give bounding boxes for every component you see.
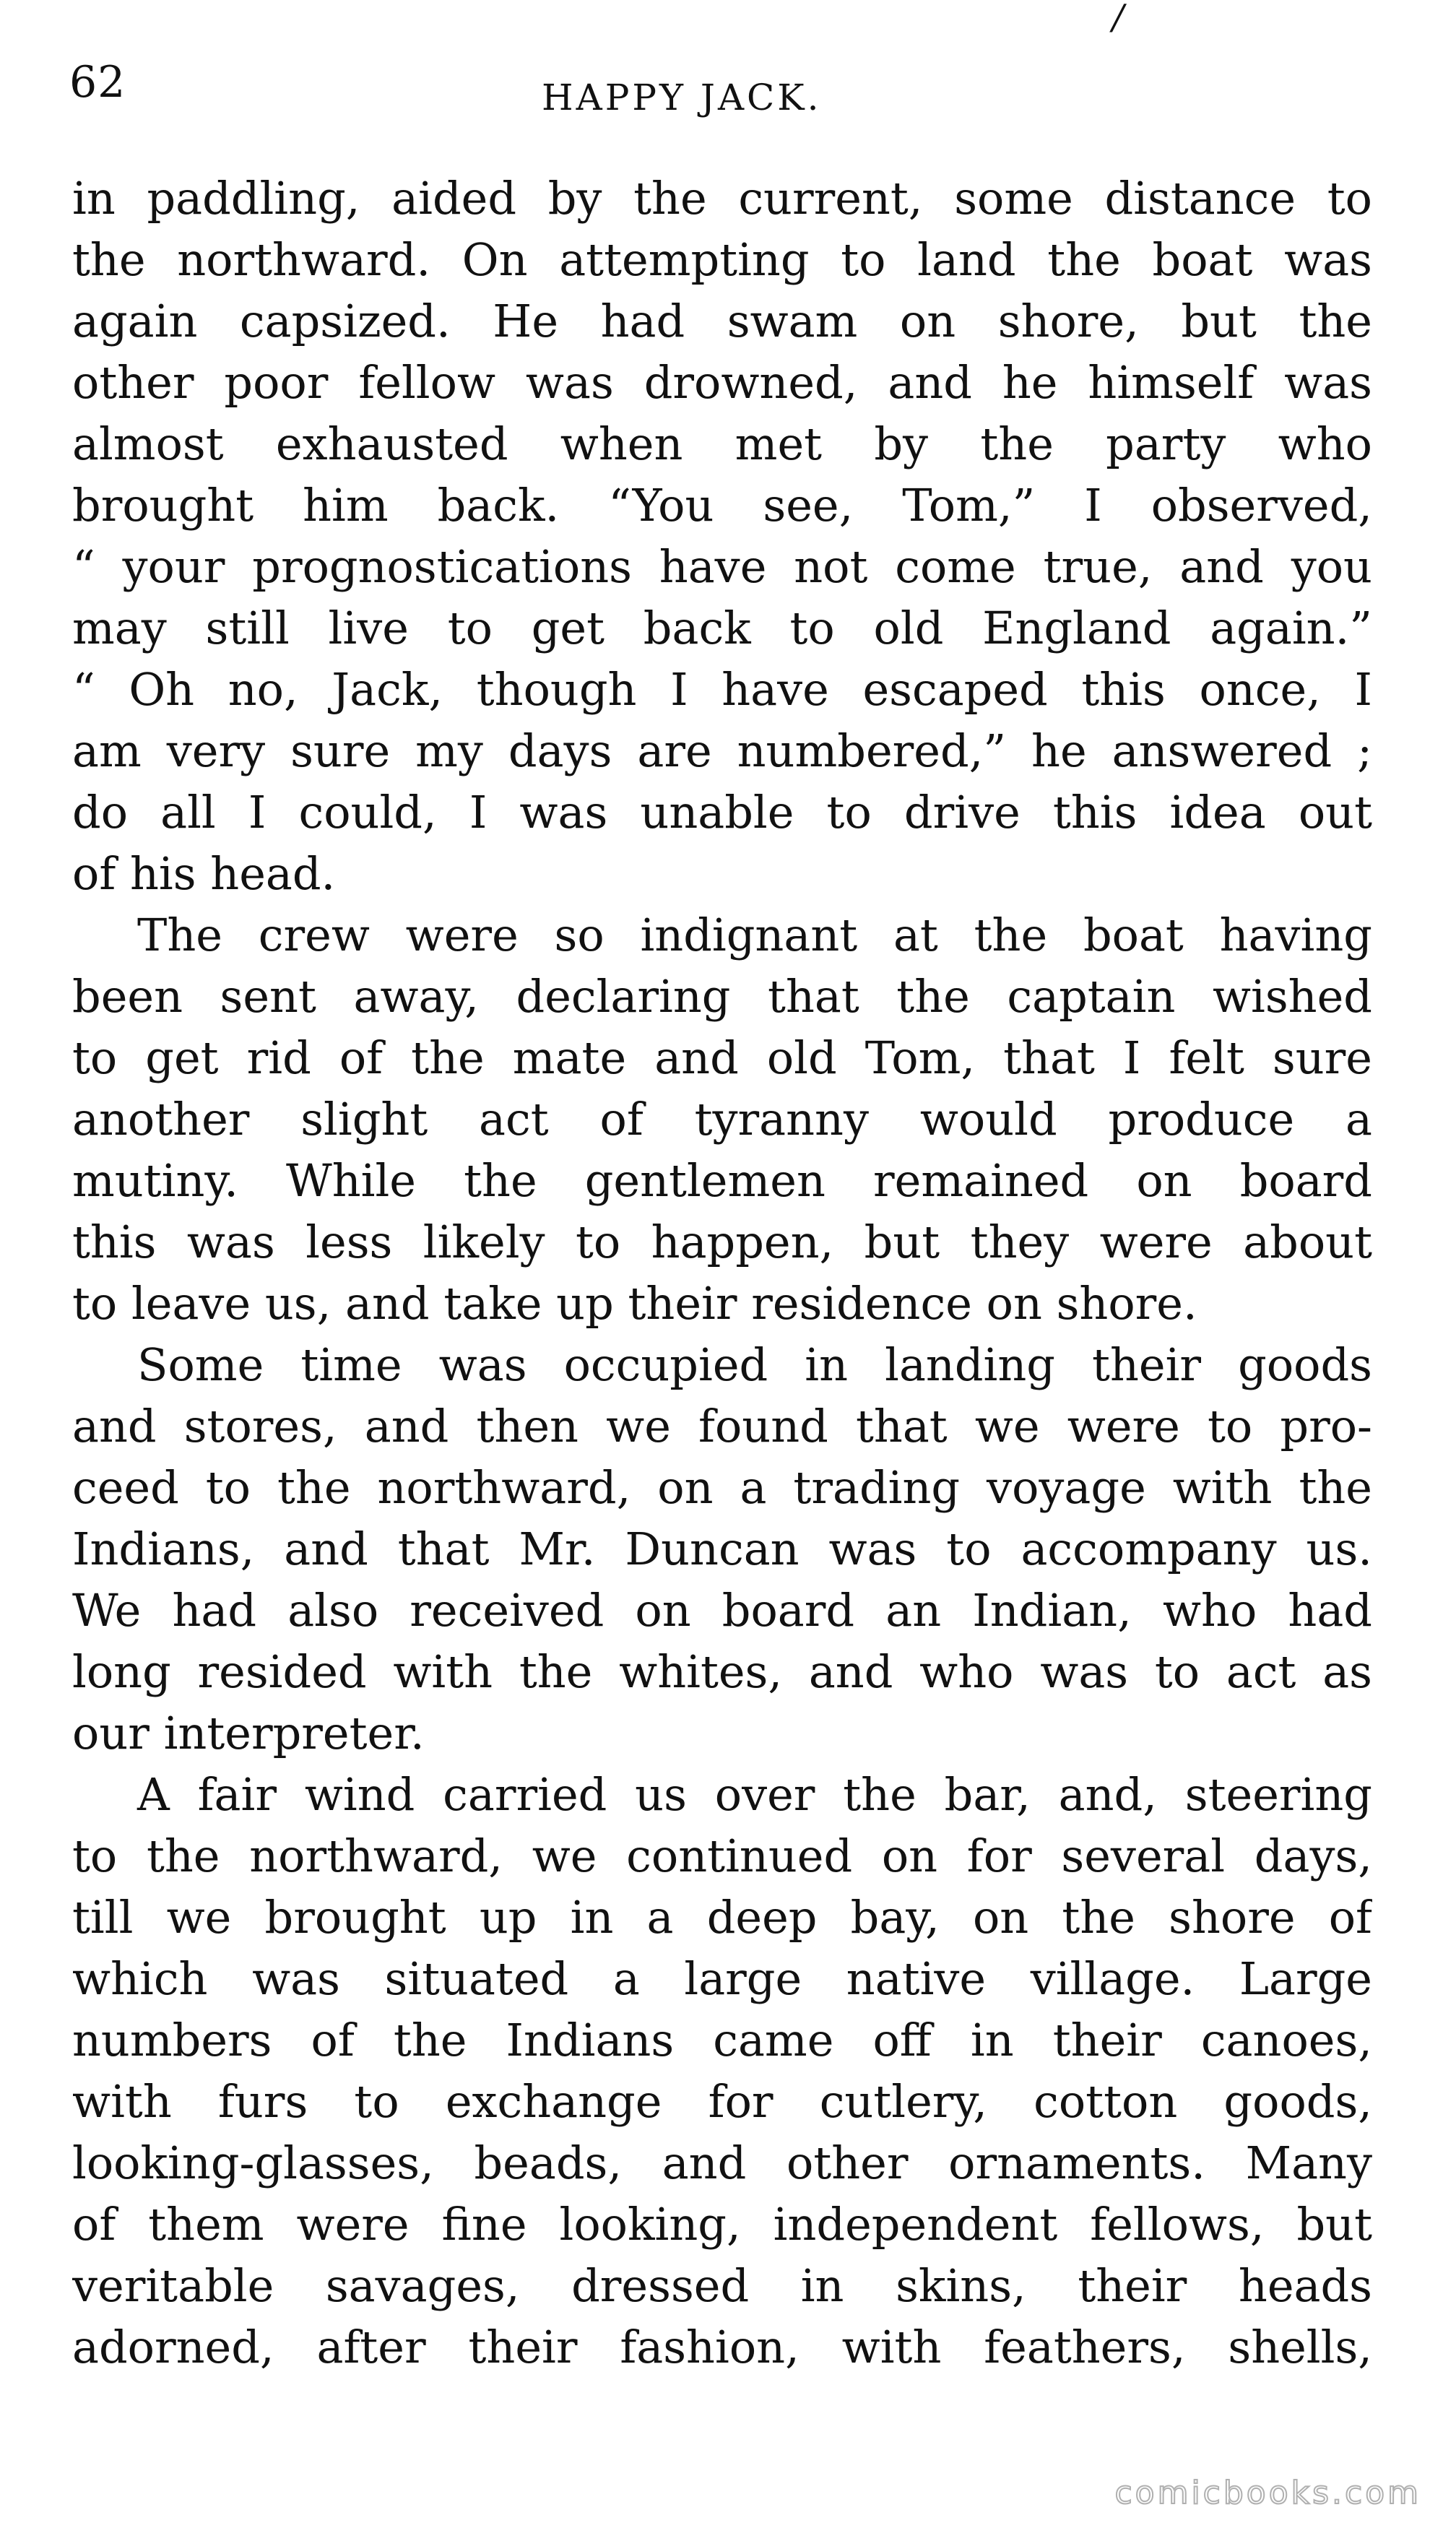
text-line: till we brought up in a deep bay, on the shore of: [72, 1891, 1372, 1944]
text-line: mutiny. While the gentlemen remained on board: [72, 1154, 1372, 1207]
text-line: brought him back. “You see, Tom,” I observed,: [72, 479, 1372, 532]
text-line: Some time was occupied in landing their goods: [137, 1338, 1372, 1391]
text-line: The crew were so indignant at the boat having: [137, 909, 1372, 961]
text-line: may still live to get back to old England again.”: [72, 602, 1372, 654]
text-line: Indians, and that Mr. Duncan was to accompany us.: [72, 1523, 1372, 1575]
text-line: ceed to the northward, on a trading voyage with the: [72, 1461, 1372, 1514]
text-line: with furs to exchange for cutlery, cotton goods,: [72, 2075, 1372, 2128]
text-line: do all I could, I was unable to drive this idea out: [72, 786, 1372, 839]
text-line: the northward. On attempting to land the boat was: [72, 233, 1372, 286]
watermark: comicbooks.com: [1114, 2475, 1421, 2511]
text-line: adorned, after their fashion, with feathers, shells,: [72, 2321, 1372, 2373]
text-line: looking-glasses, beads, and other ornaments. Many: [72, 2137, 1372, 2189]
page-number: 62: [69, 57, 126, 108]
text-line: to the northward, we continued on for several days,: [72, 1830, 1372, 1882]
text-line: veritable savages, dressed in skins, their heads: [72, 2259, 1372, 2312]
body-text: [72, 168, 1372, 2378]
text-line: to leave us, and take up their residence on shore.: [72, 1277, 1197, 1330]
text-line: and stores, and then we found that we were to pro-: [72, 1400, 1372, 1453]
running-head: HAPPY JACK.: [542, 77, 822, 118]
text-line: numbers of the Indians came off in their canoes,: [72, 2014, 1372, 2066]
text-line: which was situated a large native village. Large: [72, 1952, 1372, 2005]
text-line: another slight act of tyranny would produce a: [72, 1093, 1372, 1146]
text-line: of them were fine looking, independent fellows, but: [72, 2198, 1372, 2251]
text-line: A fair wind carried us over the bar, and, steering: [137, 1768, 1372, 1821]
text-line: long resided with the whites, and who was to act as: [72, 1645, 1372, 1698]
text-line: We had also received on board an Indian, who had: [72, 1584, 1372, 1637]
text-line: “ Oh no, Jack, though I have escaped this once, I: [72, 663, 1372, 716]
stray-mark: /: [1112, 0, 1124, 38]
text-line: of his head.: [72, 847, 336, 900]
text-line: other poor fellow was drowned, and he himself was: [72, 356, 1372, 409]
text-line: been sent away, declaring that the captain wished: [72, 970, 1372, 1023]
text-line: almost exhausted when met by the party who: [72, 417, 1372, 470]
text-line: to get rid of the mate and old Tom, that I felt sure: [72, 1031, 1372, 1084]
text-line: am very sure my days are numbered,” he answered ;: [72, 724, 1372, 777]
text-line: “ your prognostications have not come true, and you: [72, 540, 1372, 593]
text-line: our interpreter.: [72, 1707, 425, 1759]
text-line: this was less likely to happen, but they were about: [72, 1216, 1372, 1268]
text-line: in paddling, aided by the current, some distance to: [72, 172, 1372, 225]
text-line: again capsized. He had swam on shore, but the: [72, 295, 1372, 347]
